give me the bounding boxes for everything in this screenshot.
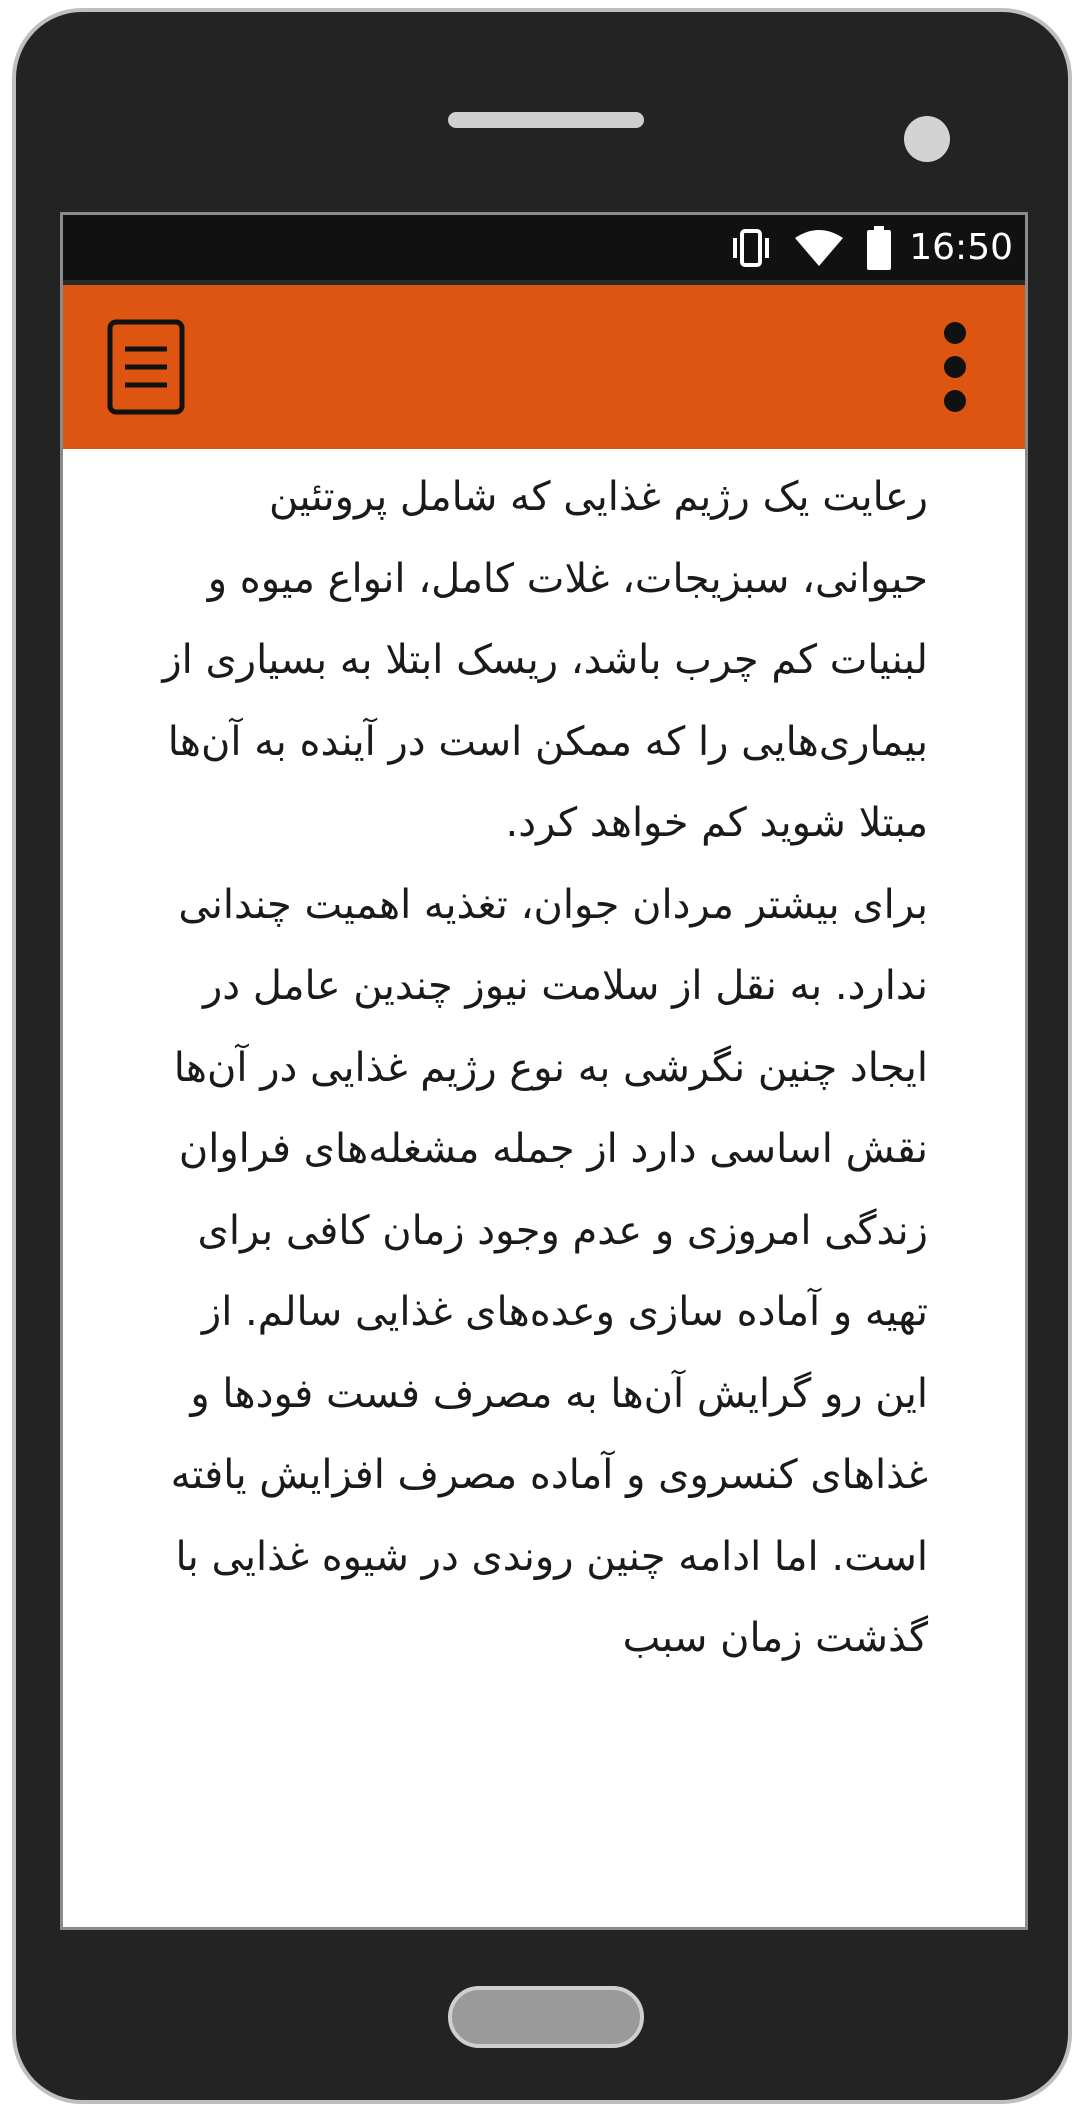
overflow-menu-icon[interactable] (935, 317, 975, 417)
vibrate-icon (729, 228, 773, 268)
document-menu-icon[interactable] (107, 319, 185, 415)
status-bar (63, 215, 1025, 285)
front-camera (904, 116, 950, 162)
wifi-icon (793, 228, 845, 268)
home-button[interactable] (448, 1986, 644, 2048)
phone-screen (60, 212, 1028, 1930)
article-paragraph: رعایت یک رژیم غذایی که شامل پروتئین حیوانی، سبزیجات، غلات کامل، انواع میوه و لبنیات کم چرب باشد، ریسک ابتلا به بسیاری از بیماری‌هایی را که ممکن است در آینده به آن‌ها مبتلا شوید کم خواهد کرد. (162, 474, 928, 846)
phone-frame (12, 8, 1072, 2104)
article-content (143, 449, 928, 1680)
app-bar (63, 285, 1025, 449)
battery-icon (865, 226, 893, 270)
status-time: 16:50 (909, 227, 1013, 268)
earpiece-speaker (448, 112, 644, 128)
article-paragraph: برای بیشتر مردان جوان، تغذیه اهمیت چندانی ندارد. به نقل از سلامت نیوز چندین عامل در ایجاد چنین نگرشی به نوع رژیم غذایی در آن‌ها نقش اساسی دارد از جمله مشغله‌های فراوان زندگی امروزی و عدم وجود زمان کافی برای تهیه و آماده سازی وعده‌های غذایی سالم. از این رو گرایش آن‌ها به مصرف فست فودها و غذاهای کنسروی و آماده مصرف افزایش یافته است. اما ادامه چنین روندی در شیوه غذایی با گذشت زمان سبب (170, 881, 928, 1661)
